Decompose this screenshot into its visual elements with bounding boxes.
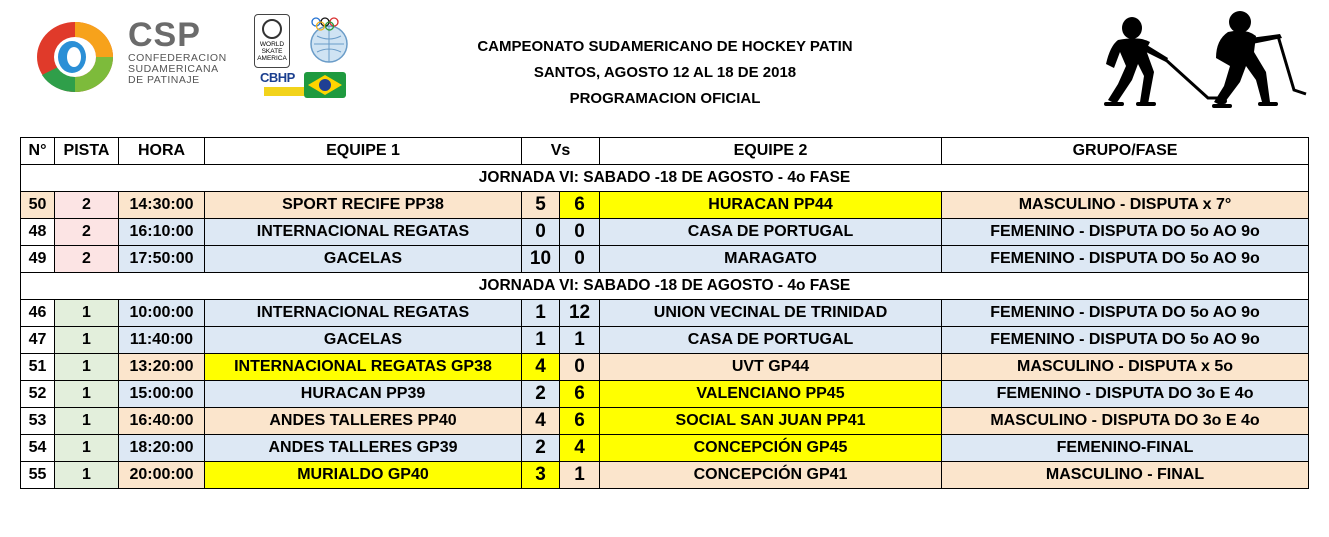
olympic-globe-icon [302, 14, 356, 64]
hockey-players-illustration [1080, 6, 1310, 110]
cell-score2: 0 [560, 219, 600, 246]
schedule-table [20, 137, 1309, 489]
cell-score2: 0 [560, 246, 600, 273]
csp-ring-icon [34, 19, 116, 95]
cell-team2: SOCIAL SAN JUAN PP41 [600, 408, 942, 435]
cell-score2: 1 [560, 462, 600, 489]
cell-fase: MASCULINO - FINAL [942, 462, 1309, 489]
cell-team2: CONCEPCIÓN GP45 [600, 435, 942, 462]
cell-team1: MURIALDO GP40 [205, 462, 522, 489]
cell-pista: 1 [55, 408, 119, 435]
cell-team1: INTERNACIONAL REGATAS [205, 219, 522, 246]
col-header-vs: Vs [522, 138, 600, 165]
cell-number: 49 [21, 246, 55, 273]
cell-number: 50 [21, 192, 55, 219]
cell-pista: 2 [55, 192, 119, 219]
cell-team1: GACELAS [205, 246, 522, 273]
cell-hora: 17:50:00 [119, 246, 205, 273]
table-row [21, 462, 1309, 489]
col-header-fase: GRUPO/FASE [942, 138, 1309, 165]
title-line: PROGRAMACION OFICIAL [569, 90, 761, 107]
cell-number: 47 [21, 327, 55, 354]
cell-pista: 1 [55, 381, 119, 408]
cell-fase: FEMENINO - DISPUTA DO 5o AO 9o [942, 327, 1309, 354]
brazil-flag-icon [304, 72, 346, 98]
cell-hora: 13:20:00 [119, 354, 205, 381]
cell-score2: 6 [560, 381, 600, 408]
world-skate-logo [254, 14, 290, 68]
cell-pista: 2 [55, 219, 119, 246]
table-row [21, 219, 1309, 246]
world-skate-text: WORLD [259, 41, 285, 48]
cell-score1: 2 [522, 435, 560, 462]
cell-number: 51 [21, 354, 55, 381]
table-row [21, 354, 1309, 381]
col-header-team1: EQUIPE 1 [205, 138, 522, 165]
title-line: SANTOS, AGOSTO 12 AL 18 DE 2018 [533, 64, 797, 81]
cell-number: 54 [21, 435, 55, 462]
cell-team2: CASA DE PORTUGAL [600, 327, 942, 354]
table-row [21, 435, 1309, 462]
col-header-pista: PISTA [55, 138, 119, 165]
cell-fase: MASCULINO - DISPUTA x 5o [942, 354, 1309, 381]
cell-fase: FEMENINO - DISPUTA DO 3o E 4o [942, 381, 1309, 408]
cell-fase: FEMENINO-FINAL [942, 435, 1309, 462]
federation-logos [250, 14, 360, 100]
cell-score1: 0 [522, 219, 560, 246]
cell-score2: 1 [560, 327, 600, 354]
cell-score2: 6 [560, 192, 600, 219]
cell-hora: 10:00:00 [119, 300, 205, 327]
table-row [21, 327, 1309, 354]
csp-name-line: CONFEDERACION [128, 52, 227, 64]
col-header-hora: HORA [119, 138, 205, 165]
cell-team2: HURACAN PP44 [600, 192, 942, 219]
csp-name-line: SUDAMERICANA [128, 63, 219, 75]
cell-hora: 18:20:00 [119, 435, 205, 462]
cell-score2: 0 [560, 354, 600, 381]
table-row [21, 300, 1309, 327]
cell-team2: VALENCIANO PP45 [600, 381, 942, 408]
cell-number: 52 [21, 381, 55, 408]
csp-abbr: CSP [128, 16, 201, 54]
cell-score1: 1 [522, 327, 560, 354]
csp-logo [30, 15, 250, 95]
table-row [21, 192, 1309, 219]
cell-score1: 2 [522, 381, 560, 408]
cell-team1: ANDES TALLERES GP39 [205, 435, 522, 462]
world-skate-icon [262, 19, 282, 39]
cell-hora: 16:40:00 [119, 408, 205, 435]
cell-score1: 4 [522, 354, 560, 381]
world-skate-text: AMERICA [257, 55, 287, 62]
cell-pista: 1 [55, 300, 119, 327]
cell-fase: FEMENINO - DISPUTA DO 5o AO 9o [942, 219, 1309, 246]
cell-hora: 11:40:00 [119, 327, 205, 354]
cell-pista: 1 [55, 435, 119, 462]
cbhp-text: CBHP [260, 70, 295, 85]
csp-name-line: DE PATINAJE [128, 74, 200, 86]
cell-score1: 5 [522, 192, 560, 219]
cell-score2: 6 [560, 408, 600, 435]
table-row [21, 408, 1309, 435]
cell-score1: 4 [522, 408, 560, 435]
cell-pista: 1 [55, 462, 119, 489]
cell-hora: 20:00:00 [119, 462, 205, 489]
world-skate-text: SKATE [261, 48, 283, 55]
table-row [21, 381, 1309, 408]
cell-pista: 1 [55, 354, 119, 381]
cell-fase: MASCULINO - DISPUTA x 7° [942, 192, 1309, 219]
cbhp-underline [264, 87, 304, 96]
title-line: CAMPEONATO SUDAMERICANO DE HOCKEY PATIN [477, 38, 853, 55]
cell-team2: UNION VECINAL DE TRINIDAD [600, 300, 942, 327]
cell-team1: GACELAS [205, 327, 522, 354]
cell-fase: FEMENINO - DISPUTA DO 5o AO 9o [942, 246, 1309, 273]
table-row [21, 246, 1309, 273]
section-title: JORNADA VI: SABADO -18 DE AGOSTO - 4o FASE [21, 165, 1309, 192]
cell-team2: UVT GP44 [600, 354, 942, 381]
cell-team1: INTERNACIONAL REGATAS [205, 300, 522, 327]
cell-number: 53 [21, 408, 55, 435]
cell-score1: 3 [522, 462, 560, 489]
section-row [21, 165, 1309, 192]
cell-fase: MASCULINO - DISPUTA DO 3o E 4o [942, 408, 1309, 435]
cell-number: 55 [21, 462, 55, 489]
col-header-number: N° [21, 138, 55, 165]
cbhp-logo [260, 70, 348, 98]
cell-team2: CASA DE PORTUGAL [600, 219, 942, 246]
cell-team1: INTERNACIONAL REGATAS GP38 [205, 354, 522, 381]
cell-hora: 16:10:00 [119, 219, 205, 246]
cell-number: 48 [21, 219, 55, 246]
header-row [21, 138, 1309, 165]
col-header-team2: EQUIPE 2 [600, 138, 942, 165]
cell-team1: ANDES TALLERES PP40 [205, 408, 522, 435]
cell-hora: 14:30:00 [119, 192, 205, 219]
cell-score2: 4 [560, 435, 600, 462]
cell-score1: 10 [522, 246, 560, 273]
cell-pista: 2 [55, 246, 119, 273]
section-title: JORNADA VI: SABADO -18 DE AGOSTO - 4o FASE [21, 273, 1309, 300]
cell-fase: FEMENINO - DISPUTA DO 5o AO 9o [942, 300, 1309, 327]
cell-team1: SPORT RECIFE PP38 [205, 192, 522, 219]
cell-team1: HURACAN PP39 [205, 381, 522, 408]
cell-pista: 1 [55, 327, 119, 354]
page-title [360, 34, 970, 112]
cell-score1: 1 [522, 300, 560, 327]
cell-number: 46 [21, 300, 55, 327]
cell-score2: 12 [560, 300, 600, 327]
cell-team2: CONCEPCIÓN GP41 [600, 462, 942, 489]
cell-hora: 15:00:00 [119, 381, 205, 408]
section-row [21, 273, 1309, 300]
cell-team2: MARAGATO [600, 246, 942, 273]
